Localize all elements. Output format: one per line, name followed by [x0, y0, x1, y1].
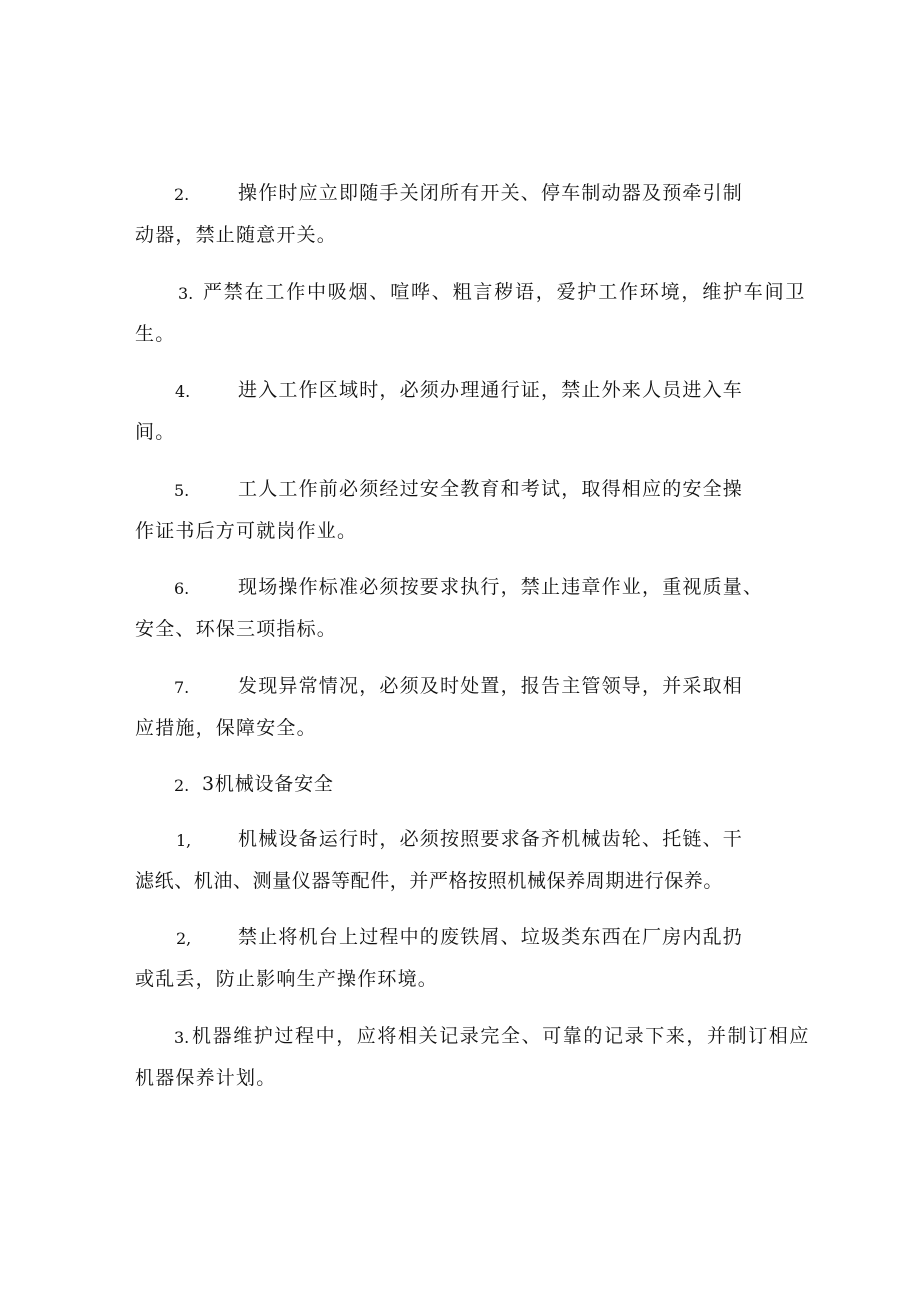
- section-number: 2.: [174, 776, 190, 795]
- item-number: 7.: [174, 678, 190, 697]
- paragraph-line: 滤纸、机油、测量仪器等配件，并严格按照机械保养周期进行保养。: [135, 870, 724, 892]
- item-number: 3.: [178, 284, 194, 303]
- section-item-number: 2,: [176, 929, 192, 948]
- paragraph-line: 发现异常情况，必须及时处置，报告主管领导，并采取相: [238, 675, 744, 697]
- paragraph-line: 工人工作前必须经过安全教育和考试，取得相应的安全操: [238, 478, 744, 500]
- section-title: 3机械设备安全: [202, 773, 334, 795]
- section-item-number: 3.: [174, 1028, 190, 1047]
- paragraph-line: 进入工作区域时，必须办理通行证，禁止外来人员进入车: [238, 379, 744, 401]
- paragraph-line: 严禁在工作中吸烟、喧哗、粗言秽语，爱护工作环境，维护车间卫: [203, 281, 807, 303]
- section-item-number: 1,: [176, 831, 192, 850]
- paragraph-line: 生。: [135, 323, 176, 345]
- paragraph-line: 作证书后方可就岗作业。: [135, 520, 358, 542]
- paragraph-line: 操作时应立即随手关闭所有开关、停车制动器及预牵引制: [238, 182, 744, 204]
- paragraph-line: 现场操作标准必须按要求执行，禁止违章作业，重视质量、: [238, 576, 764, 598]
- item-number: 2.: [174, 185, 190, 204]
- item-number: 5.: [174, 481, 190, 500]
- paragraph-line: 机器保养计划。: [135, 1067, 277, 1089]
- item-number: 6.: [174, 579, 190, 598]
- paragraph-line: 动器，禁止随意开关。: [135, 224, 338, 246]
- paragraph-line: 或乱丢，防止影响生产操作环境。: [135, 968, 439, 990]
- paragraph-line: 应措施，保障安全。: [135, 717, 317, 739]
- paragraph-line: 安全、环保三项指标。: [135, 618, 338, 640]
- paragraph-line: 禁止将机台上过程中的废铁屑、垃圾类东西在厂房内乱扔: [238, 926, 744, 948]
- paragraph-line: 机器维护过程中，应将相关记录完全、可靠的记录下来，并制订相应: [192, 1025, 811, 1047]
- item-number: 4.: [175, 382, 191, 401]
- paragraph-line: 机械设备运行时，必须按照要求备齐机械齿轮、托链、干: [238, 828, 744, 850]
- paragraph-line: 间。: [135, 421, 176, 443]
